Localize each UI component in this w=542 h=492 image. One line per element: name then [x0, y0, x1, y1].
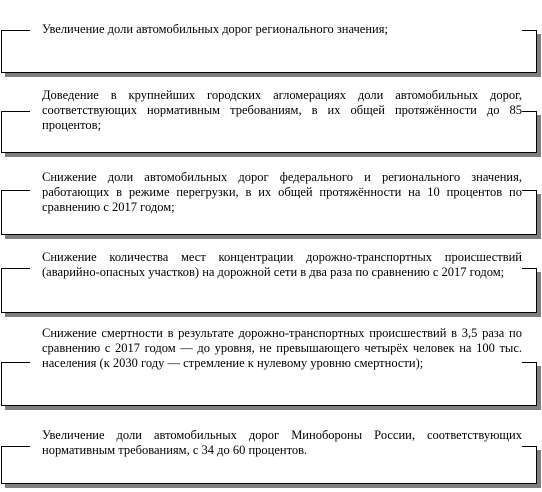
goal-text-2: Доведение в крупнейших городских агломерациях доли автомобильных дорог, соответствующих нормативным требованиям, в их общей протяжённости до 85 процентов; [30, 88, 522, 136]
goal-text-5: Снижение смертности в результате дорожно-транспортных происшествий в 3,5 раза по сравнению с 2017 годом — до уровня, не превышающего четырёх человек на 100 тыс. населения (к 2030 году — стремление к нулевому уровню смертности); [30, 326, 522, 388]
goal-text-6: Увеличение доли автомобильных дорог Минобороны России, соответствующих нормативным требованиям, с 34 до 60 процентов. [30, 428, 522, 462]
goal-text-4: Снижение количества мест концентрации дорожно-транспортных происшествий (аварийно-опасных участков) на дорожной сети в два раза по сравнению с 2017 годом; [30, 250, 522, 298]
goal-text-3: Снижение доли автомобильных дорог федерального и регионального значения, работающих в режиме перегрузки, в их общей протяжённости на 10 процентов по сравнению с 2017 годом; [30, 170, 522, 218]
goal-text-1: Увеличение доли автомобильных дорог регионального значения; [30, 22, 522, 40]
